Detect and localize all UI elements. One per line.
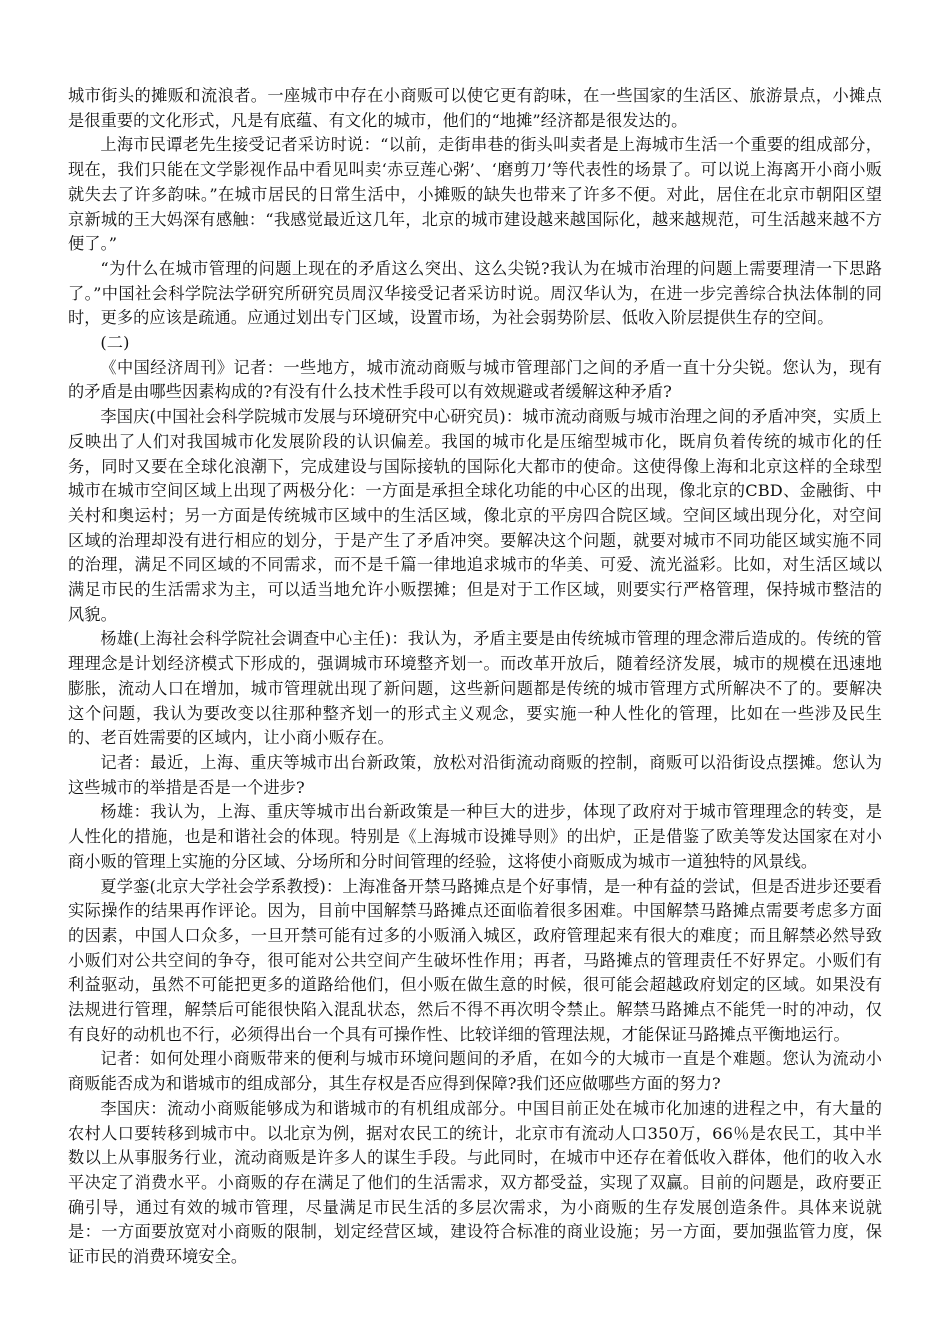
paragraph: 杨雄(上海社会科学院社会调查中心主任)：我认为，矛盾主要是由传统城市管理的理念滞后造成的。传统的管理理念是计划经济模式下形成的，强调城市环境整齐划一。而改革开放后，随着经济发展，城市的规模在迅速地膨胀，流动人口在增加，城市管理就出现了新问题，这些新问题都是传统的城市管理方式所解决不了的。要解决这个问题，我认为要改变以往那种整齐划一的形式主义观念，要实施一种人性化的管理，比如在一些涉及民生的、老百姓需要的区域内，让小商小贩存在。 (68, 629, 882, 748)
paragraph: 夏学銮(北京大学社会学系教授)：上海准备开禁马路摊点是个好事情，是一种有益的尝试，但是否进步还要看实际操作的结果再作评论。因为，目前中国解禁马路摊点还面临着很多困难。中国解禁马路摊点需要考虑多方面的因素，中国人口众多，一旦开禁可能有过多的小贩涌入城区，政府管理起来有很大的难度；而且解禁必然导致小贩们对公共空间的争夺，很可能对公共空间产生破坏性作用；再者，马路摊点的管理责任不好界定。小贩们有利益驱动，虽然不可能把更多的道路给他们，但小贩在做生意的时候，很可能会超越政府划定的区域。如果没有法规进行管理，解禁后可能很快陷入混乱状态，然后不得不再次明令禁止。解禁马路摊点不能凭一时的冲动，仅有良好的动机也不行，必须得出台一个具有可操作性、比较详细的管理法规，才能保证马路摊点平衡地运行。 (68, 876, 882, 1044)
paragraph: 杨雄：我认为，上海、重庆等城市出台新政策是一种巨大的进步，体现了政府对于城市管理理念的转变，是人性化的措施，也是和谐社会的体现。特别是《上海城市设摊导则》的出炉，正是借鉴了欧美等发达国家在对小商小贩的管理上实施的分区域、分场所和分时间管理的经验，这将使小商贩成为城市一道独特的风景线。 (68, 802, 882, 871)
paragraph: 李国庆(中国社会科学院城市发展与环境研究中心研究员)：城市流动商贩与城市治理之间的矛盾冲突，实质上反映出了人们对我国城市化发展阶段的认识偏差。我国的城市化是压缩型城市化，既肩负着传统的城市化的任务，同时又要在全球化浪潮下，完成建设与国际接轨的国际化大都市的使命。这使得像上海和北京这样的全球型城市在城市空间区域上出现了两极分化：一方面是承担全球化功能的中心区的出现，像北京的CBD、金融街、中关村和奥运村；另一方面是传统城市区域中的生活区域，像北京的平房四合院区域。空间区域出现分化，对空间区域的治理却没有进行相应的划分，于是产生了矛盾冲突。要解决这个问题，就要对城市不同功能区域实施不同的治理，满足不同区域的不同需求，而不是千篇一律地追求城市的华美、可爱、流光溢彩。比如，对生活区域以满足市民的生活需求为主，可以适当地允许小贩摆摊；但是对于工作区域，则要实行严格管理，保持城市整洁的风貌。 (68, 407, 882, 624)
paragraph: “为什么在城市管理的问题上现在的矛盾这么突出、这么尖锐?我认为在城市治理的问题上需要理清一下思路了。”中国社会科学院法学研究所研究员周汉华接受记者采访时说。周汉华认为，在进一步完善综合执法体制的同时，更多的应该是疏通。应通过划出专门区域，设置市场，为社会弱势阶层、低收入阶层提供生存的空间。 (68, 258, 882, 328)
paragraph: 记者：如何处理小商贩带来的便利与城市环境问题间的矛盾，在如今的大城市一直是个难题。您认为流动小商贩能否成为和谐城市的组成部分，其生存权是否应得到保障?我们还应做哪些方面的努力? (68, 1049, 882, 1094)
paragraph: 上海市民谭老先生接受记者采访时说：“以前，走街串巷的街头叫卖者是上海城市生活一个重要的组成部分，现在，我们只能在文学影视作品中看见叫卖‘赤豆莲心粥’、‘磨剪刀’等代表性的场景了。可以说上海离开小商小贩就失去了许多韵味。”在城市居民的日常生活中，小摊贩的缺失也带来了许多不便。对此，居住在北京市朝阳区望京新城的王大妈深有感触：“我感觉最近这几年，北京的城市建设越来越国际化，越来越规范，可生活越来越不方便了。” (68, 135, 882, 254)
paragraph: 城市街头的摊贩和流浪者。一座城市中存在小商贩可以使它更有韵味，在一些国家的生活区、旅游景点，小摊点是很重要的文化形式，凡是有底蕴、有文化的城市，他们的“地摊”经济都是很发达的。 (68, 86, 882, 130)
section-heading: (二) (100, 333, 130, 353)
paragraph: 李国庆：流动小商贩能够成为和谐城市的有机组成部分。中国目前正处在城市化加速的进程之中，有大量的农村人口要转移到城市中。以北京为例，据对农民工的统计，北京市有流动人口350万，66％是农民工，其中半数以上从事服务行业，流动商贩是许多人的谋生手段。与此同时，在城市中还存在着低收入群体，他们的收入水平决定了消费水平。小商贩的存在满足了他们的生活需求，双方都受益，实现了双赢。目前的问题是，政府要正确引导，通过有效的城市管理，尽量满足市民生活的多层次需求，为小商贩的生存发展创造条件。具体来说就是：一方面要放宽对小商贩的限制，划定经营区域，建设符合标准的商业设施；另一方面，要加强监管力度，保证市民的消费环境安全。 (68, 1098, 882, 1267)
paragraph: 记者：最近，上海、重庆等城市出台新政策，放松对沿街流动商贩的控制，商贩可以沿街设点摆摊。您认为这些城市的举措是否是一个进步? (68, 752, 882, 797)
paragraph: 《中国经济周刊》记者：一些地方，城市流动商贩与城市管理部门之间的矛盾一直十分尖锐。您认为，现有的矛盾是由哪些因素构成的?有没有什么技术性手段可以有效规避或者缓解这种矛盾? (68, 357, 882, 402)
